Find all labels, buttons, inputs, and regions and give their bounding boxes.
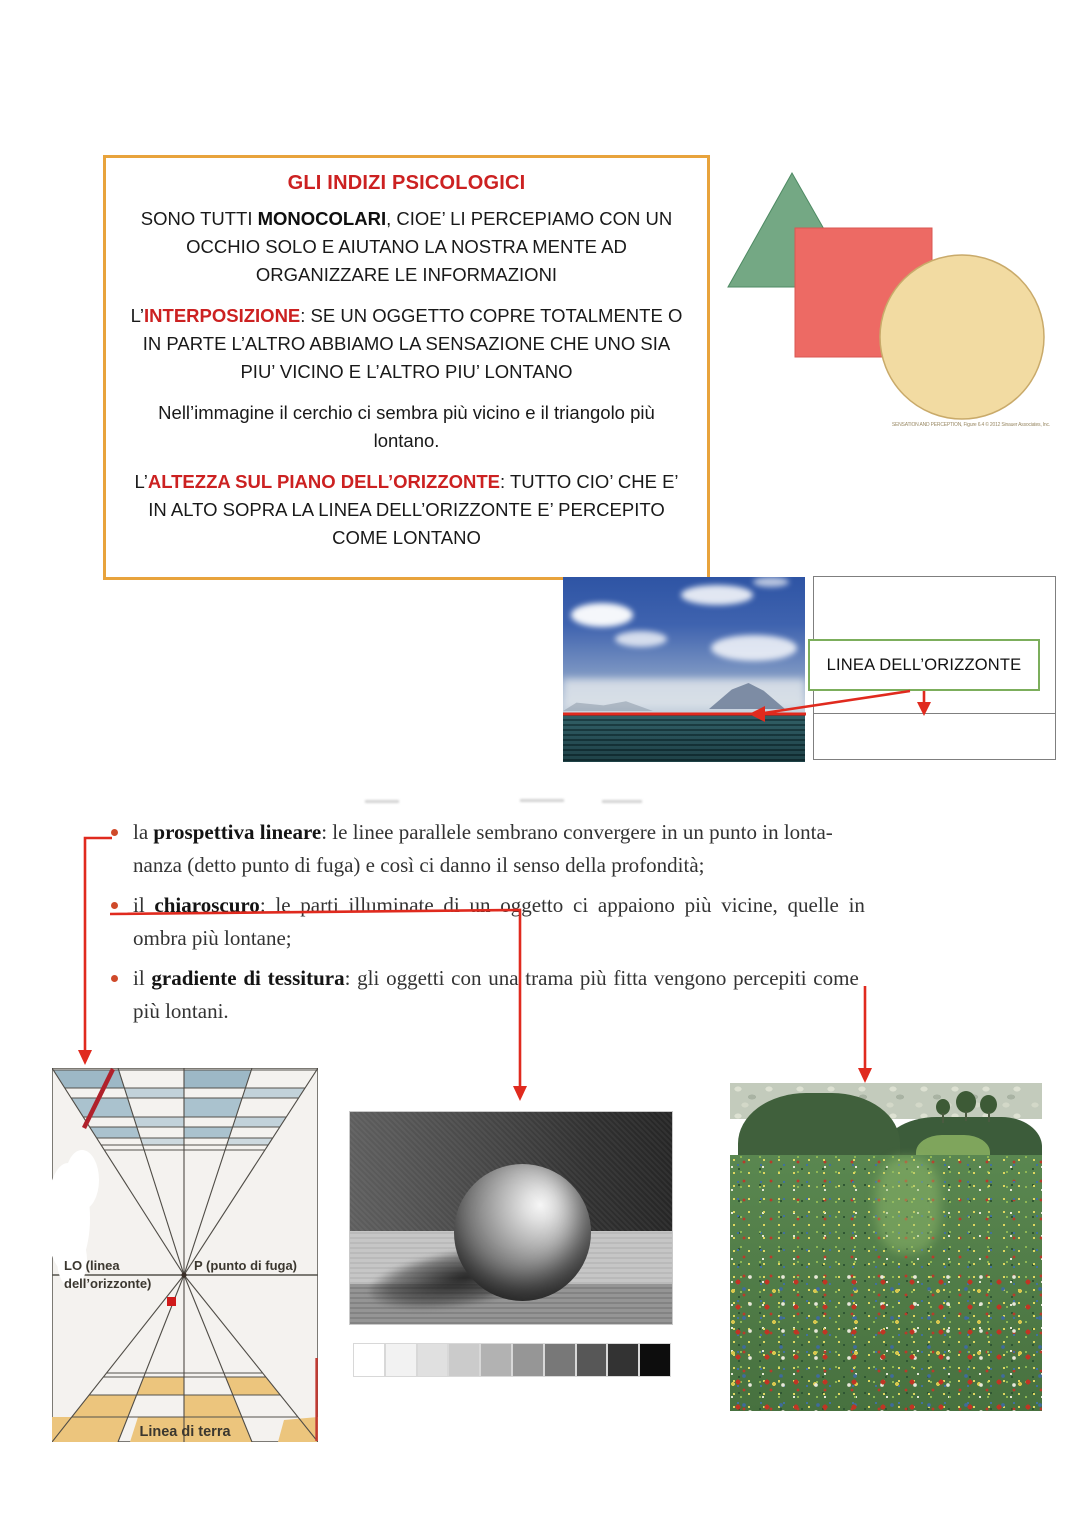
scan-artifact	[365, 800, 399, 803]
bullet-icon	[111, 902, 118, 909]
photo-sea	[563, 714, 805, 762]
figure-credit-caption: SENSATION AND PERCEPTION, Figure 6.4 © 2012 Sinauer Associates, Inc.	[891, 422, 1050, 428]
cloud	[615, 631, 667, 647]
info-box-title: GLI INDIZI PSICOLOGICI	[287, 172, 526, 194]
horizon-line-abbrev-label: LO (linea	[64, 1258, 120, 1273]
down-arrowhead-icon	[858, 1068, 872, 1083]
cloud	[711, 635, 797, 661]
linear-perspective-diagram	[52, 1068, 318, 1442]
vanishing-point	[181, 1272, 186, 1277]
info-box-paragraph-monocular: SONO TUTTI MONOCOLARI, CIOE’ LI PERCEPIAMO CON UN OCCHIO SOLO E AIUTANO LA NOSTRA MENTE AD ORGANIZZARE LE INFORMAZIONI	[140, 208, 673, 285]
grayscale-value-scale	[353, 1343, 671, 1377]
bullet-icon	[111, 829, 118, 836]
cloud	[571, 603, 633, 627]
horizon-line-abbrev-label2: dell’orizzonte)	[64, 1276, 152, 1291]
cloud	[753, 577, 789, 587]
painting-small-tree	[956, 1091, 976, 1113]
list-item-chiaroscuro: il chiaroscuro: le parti illuminate di un oggetto ci appaiono più vicine, quelle in ombra più lontane;	[95, 889, 975, 955]
tree-trunk	[942, 1113, 944, 1123]
tree-trunk	[965, 1111, 967, 1121]
info-box	[103, 155, 710, 580]
scan-artifact	[602, 800, 642, 803]
ground-line-label: Linea di terra	[139, 1424, 231, 1440]
info-box-paragraph-horizon-height: L’ALTEZZA SUL PIANO DELL’ORIZZONTE: TUTTO CIO’ CHE E’ IN ALTO SOPRA LA LINEA DELL’ORIZZONTE E’ PERCEPITO COME LONTANO	[134, 471, 679, 548]
sea-horizon-photo	[563, 577, 805, 762]
cloud	[681, 585, 753, 605]
schematic-horizon-line	[814, 713, 1055, 714]
tree-trunk	[988, 1112, 990, 1122]
depth-cues-list	[95, 816, 975, 1035]
info-box-paragraph-example: Nell’immagine il cerchio ci sembra più vicino e il triangolo più lontano.	[158, 402, 655, 451]
interposition-shapes-figure	[712, 166, 1057, 436]
down-arrowhead-icon	[513, 1086, 527, 1101]
scan-artifact	[520, 799, 564, 802]
down-arrowhead-icon	[78, 1050, 92, 1065]
horizon-line-label: LINEA DELL’ORIZZONTE	[808, 639, 1040, 691]
shaded-sphere	[454, 1164, 591, 1301]
red-square-marker	[167, 1297, 176, 1306]
sphere-drawing	[349, 1111, 673, 1325]
list-item-texture-gradient: il gradiente di tessitura: gli oggetti con una trama più fitta vengono percepiti come più lontani.	[95, 962, 975, 1028]
info-box-paragraph-interposition: L’INTERPOSIZIONE: SE UN OGGETTO COPRE TOTALMENTE O IN PARTE L’ALTRO ABBIAMO LA SENSAZIONE CHE UNO SIA PIU’ VICINO E L’ALTRO PIU’ LONTANO	[130, 305, 683, 382]
vanishing-point-label: P (punto di fuga)	[194, 1258, 298, 1273]
chiaroscuro-sphere-figure	[347, 1105, 675, 1383]
painting-poppies-foreground	[730, 1273, 1042, 1411]
circle-shape	[880, 255, 1044, 419]
texture-gradient-painting	[730, 1083, 1042, 1411]
bullet-icon	[111, 975, 118, 982]
list-item-linear-perspective: la prospettiva lineare: le linee parallele sembrano convergere in un punto in lonta- nanza (detto punto di fuga) e così ci danno il senso della profondità;	[95, 816, 975, 882]
painting-light-path	[876, 1157, 940, 1253]
